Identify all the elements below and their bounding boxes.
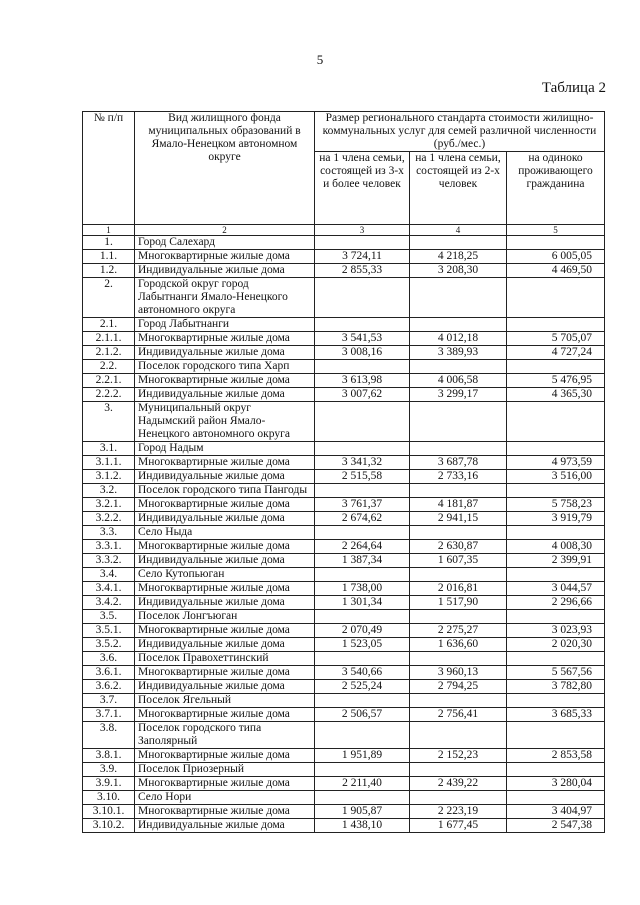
table-row (83, 596, 605, 610)
table-row (83, 722, 605, 749)
row-housing-type: Многоквартирные жилые дома (135, 777, 315, 791)
table-row (83, 278, 605, 318)
table-row (83, 763, 605, 777)
header-family-2: на 1 члена семьи, состоящей из 2-х человек (410, 152, 507, 225)
row-value-single: 5 705,07 (507, 332, 605, 346)
row-housing-type: Поселок городского типа Заполярный (135, 722, 315, 749)
row-value-single: 5 476,95 (507, 374, 605, 388)
row-value-single: 2 296,66 (507, 596, 605, 610)
row-housing-type: Индивидуальные жилые дома (135, 554, 315, 568)
row-value-single: 2 853,58 (507, 749, 605, 763)
row-value-family-3plus: 3 761,37 (315, 498, 410, 512)
row-number: 3.3. (83, 526, 135, 540)
row-value-family-3plus: 3 613,98 (315, 374, 410, 388)
row-value-single (507, 236, 605, 250)
row-value-family-3plus: 2 855,33 (315, 264, 410, 278)
row-value-family-2: 2 630,87 (410, 540, 507, 554)
table-row (83, 402, 605, 442)
row-value-family-2 (410, 526, 507, 540)
row-housing-type: Индивидуальные жилые дома (135, 596, 315, 610)
row-number: 2.2. (83, 360, 135, 374)
row-value-single (507, 442, 605, 456)
row-housing-type: Индивидуальные жилые дома (135, 680, 315, 694)
table-row (83, 540, 605, 554)
row-value-family-2 (410, 763, 507, 777)
row-value-single (507, 568, 605, 582)
row-number: 3.5.1. (83, 624, 135, 638)
row-housing-type: Село Нори (135, 791, 315, 805)
table-row (83, 484, 605, 498)
row-value-family-3plus: 3 341,32 (315, 456, 410, 470)
row-value-family-3plus (315, 694, 410, 708)
row-value-family-3plus: 1 738,00 (315, 582, 410, 596)
row-value-single: 4 365,30 (507, 388, 605, 402)
row-housing-type: Многоквартирные жилые дома (135, 456, 315, 470)
row-value-single: 4 727,24 (507, 346, 605, 360)
row-housing-type: Многоквартирные жилые дома (135, 540, 315, 554)
row-value-family-3plus (315, 610, 410, 624)
row-value-family-3plus: 2 515,58 (315, 470, 410, 484)
row-value-family-3plus: 3 008,16 (315, 346, 410, 360)
row-housing-type: Многоквартирные жилые дома (135, 582, 315, 596)
row-value-family-3plus (315, 722, 410, 749)
row-number: 3.2.2. (83, 512, 135, 526)
row-number: 3.4.2. (83, 596, 135, 610)
table-row (83, 346, 605, 360)
row-value-single: 2 020,30 (507, 638, 605, 652)
table-row (83, 264, 605, 278)
row-number: 3.9.1. (83, 777, 135, 791)
row-value-family-2 (410, 278, 507, 318)
row-value-family-3plus (315, 402, 410, 442)
row-value-single: 4 008,30 (507, 540, 605, 554)
table-row (83, 610, 605, 624)
row-value-family-2 (410, 791, 507, 805)
row-value-family-2 (410, 722, 507, 749)
row-housing-type: Индивидуальные жилые дома (135, 638, 315, 652)
table-row (83, 360, 605, 374)
table-row (83, 236, 605, 250)
row-housing-type: Поселок городского типа Харп (135, 360, 315, 374)
row-value-single: 3 280,04 (507, 777, 605, 791)
row-housing-type: Индивидуальные жилые дома (135, 388, 315, 402)
column-number: 3 (315, 225, 410, 236)
row-housing-type: Индивидуальные жилые дома (135, 470, 315, 484)
row-number: 3.3.1. (83, 540, 135, 554)
row-value-family-2 (410, 652, 507, 666)
row-value-family-3plus: 1 438,10 (315, 819, 410, 833)
row-value-single (507, 360, 605, 374)
table-row (83, 332, 605, 346)
row-number: 2. (83, 278, 135, 318)
row-number: 1.1. (83, 250, 135, 264)
row-value-single (507, 652, 605, 666)
row-number: 1.2. (83, 264, 135, 278)
table-row (83, 568, 605, 582)
row-housing-type: Село Кутопьюган (135, 568, 315, 582)
row-value-family-3plus (315, 526, 410, 540)
column-number-row (83, 225, 605, 236)
row-number: 3.10.1. (83, 805, 135, 819)
row-value-single (507, 318, 605, 332)
header-single-resident: на одиноко проживающего гражданина (507, 152, 605, 225)
row-value-family-2 (410, 442, 507, 456)
row-value-family-2: 2 439,22 (410, 777, 507, 791)
row-value-family-3plus: 1 951,89 (315, 749, 410, 763)
row-number: 3.1.1. (83, 456, 135, 470)
table-row (83, 638, 605, 652)
row-value-single (507, 484, 605, 498)
row-value-family-2: 2 733,16 (410, 470, 507, 484)
row-value-family-3plus (315, 442, 410, 456)
table-row (83, 582, 605, 596)
row-value-family-2: 2 016,81 (410, 582, 507, 596)
row-value-single (507, 722, 605, 749)
table-row (83, 456, 605, 470)
column-number: 4 (410, 225, 507, 236)
table-row (83, 791, 605, 805)
row-value-family-2: 3 389,93 (410, 346, 507, 360)
table-row (83, 442, 605, 456)
row-number: 3.3.2. (83, 554, 135, 568)
row-housing-type: Муниципальный округ Надымский район Ямало-Ненецкого автономного округа (135, 402, 315, 442)
row-value-family-3plus: 2 211,40 (315, 777, 410, 791)
row-number: 3.4.1. (83, 582, 135, 596)
row-value-family-3plus: 2 264,64 (315, 540, 410, 554)
row-value-family-2: 1 607,35 (410, 554, 507, 568)
table-row (83, 777, 605, 791)
row-number: 2.1.1. (83, 332, 135, 346)
row-housing-type: Город Салехард (135, 236, 315, 250)
row-value-family-2: 4 006,58 (410, 374, 507, 388)
table-row (83, 318, 605, 332)
row-number: 3.10.2. (83, 819, 135, 833)
row-value-family-2 (410, 568, 507, 582)
row-value-single: 3 782,80 (507, 680, 605, 694)
row-number: 3.7. (83, 694, 135, 708)
row-housing-type: Городской округ город Лабытнанги Ямало-Ненецкого автономного округа (135, 278, 315, 318)
table-row (83, 512, 605, 526)
row-value-family-2 (410, 694, 507, 708)
row-housing-type: Многоквартирные жилые дома (135, 708, 315, 722)
row-value-family-2: 4 012,18 (410, 332, 507, 346)
row-number: 1. (83, 236, 135, 250)
row-value-family-2 (410, 318, 507, 332)
row-value-family-2: 3 299,17 (410, 388, 507, 402)
row-number: 3.7.1. (83, 708, 135, 722)
housing-standard-table (82, 111, 605, 833)
table-body (83, 236, 605, 833)
row-value-single: 3 919,79 (507, 512, 605, 526)
row-housing-type: Многоквартирные жилые дома (135, 498, 315, 512)
row-value-family-3plus: 2 070,49 (315, 624, 410, 638)
row-value-family-2: 3 960,13 (410, 666, 507, 680)
row-value-family-3plus (315, 360, 410, 374)
page-number: 5 (316, 52, 324, 67)
column-number: 5 (507, 225, 605, 236)
row-number: 2.2.1. (83, 374, 135, 388)
row-housing-type: Многоквартирные жилые дома (135, 332, 315, 346)
row-value-single: 3 023,93 (507, 624, 605, 638)
row-value-family-3plus: 2 525,24 (315, 680, 410, 694)
table-row (83, 374, 605, 388)
row-number: 3.5.2. (83, 638, 135, 652)
row-housing-type: Многоквартирные жилые дома (135, 624, 315, 638)
row-value-family-2: 2 223,19 (410, 805, 507, 819)
row-value-family-2 (410, 360, 507, 374)
row-value-family-3plus (315, 278, 410, 318)
table-row (83, 819, 605, 833)
row-value-family-3plus: 3 541,53 (315, 332, 410, 346)
row-value-single: 5 567,56 (507, 666, 605, 680)
row-value-family-3plus: 2 506,57 (315, 708, 410, 722)
row-value-family-3plus: 1 905,87 (315, 805, 410, 819)
row-number: 2.1. (83, 318, 135, 332)
row-value-family-2: 2 275,27 (410, 624, 507, 638)
row-value-single: 3 685,33 (507, 708, 605, 722)
row-housing-type: Поселок Лонгъюган (135, 610, 315, 624)
row-value-family-3plus: 1 387,34 (315, 554, 410, 568)
row-housing-type: Индивидуальные жилые дома (135, 512, 315, 526)
row-value-family-3plus: 3 724,11 (315, 250, 410, 264)
row-number: 3.6. (83, 652, 135, 666)
table-row (83, 666, 605, 680)
table-row (83, 680, 605, 694)
row-number: 3.6.2. (83, 680, 135, 694)
row-housing-type: Индивидуальные жилые дома (135, 264, 315, 278)
row-value-single: 6 005,05 (507, 250, 605, 264)
row-housing-type: Индивидуальные жилые дома (135, 346, 315, 360)
row-number: 2.2.2. (83, 388, 135, 402)
row-value-family-2: 4 218,25 (410, 250, 507, 264)
row-number: 3.4. (83, 568, 135, 582)
row-number: 3.10. (83, 791, 135, 805)
row-value-family-2: 1 517,90 (410, 596, 507, 610)
table-row (83, 554, 605, 568)
header-standard-size: Размер регионального стандарта стоимости жилищно-коммунальных услуг для семей различной численности (руб./мес.) (315, 112, 605, 152)
header-housing-type: Вид жилищного фонда муниципальных образований в Ямало-Ненецком автономном округе (135, 112, 315, 225)
row-number: 3.6.1. (83, 666, 135, 680)
row-number: 3.8. (83, 722, 135, 749)
row-value-single (507, 610, 605, 624)
row-value-single (507, 694, 605, 708)
row-number: 3.1. (83, 442, 135, 456)
row-value-family-2: 2 152,23 (410, 749, 507, 763)
table-row (83, 652, 605, 666)
header-family-3plus: на 1 члена семьи, состоящей из 3-х и более человек (315, 152, 410, 225)
row-value-single (507, 791, 605, 805)
header-number: № п/п (83, 112, 135, 225)
row-number: 3.8.1. (83, 749, 135, 763)
row-value-family-2: 4 181,87 (410, 498, 507, 512)
table-row (83, 708, 605, 722)
row-number: 3.2.1. (83, 498, 135, 512)
row-value-single: 4 469,50 (507, 264, 605, 278)
row-value-family-3plus: 2 674,62 (315, 512, 410, 526)
row-housing-type: Поселок городского типа Пангоды (135, 484, 315, 498)
row-housing-type: Индивидуальные жилые дома (135, 819, 315, 833)
row-housing-type: Многоквартирные жилые дома (135, 374, 315, 388)
row-value-single: 2 547,38 (507, 819, 605, 833)
row-value-single (507, 278, 605, 318)
row-value-family-3plus (315, 791, 410, 805)
row-value-single: 3 044,57 (507, 582, 605, 596)
row-housing-type: Многоквартирные жилые дома (135, 666, 315, 680)
row-value-family-3plus: 3 007,62 (315, 388, 410, 402)
row-value-single (507, 402, 605, 442)
row-value-family-2 (410, 610, 507, 624)
row-value-single: 2 399,91 (507, 554, 605, 568)
row-value-family-3plus: 1 523,05 (315, 638, 410, 652)
column-number: 1 (83, 225, 135, 236)
row-housing-type: Многоквартирные жилые дома (135, 805, 315, 819)
table-row (83, 388, 605, 402)
row-housing-type: Поселок Ягельный (135, 694, 315, 708)
row-value-family-2: 2 941,15 (410, 512, 507, 526)
row-value-family-3plus (315, 484, 410, 498)
table-row (83, 526, 605, 540)
row-number: 3.9. (83, 763, 135, 777)
row-value-single: 4 973,59 (507, 456, 605, 470)
row-value-family-3plus (315, 236, 410, 250)
row-value-single (507, 526, 605, 540)
row-housing-type: Село Ныда (135, 526, 315, 540)
table-row (83, 805, 605, 819)
row-value-family-3plus: 3 540,66 (315, 666, 410, 680)
row-housing-type: Поселок Правохеттинский (135, 652, 315, 666)
row-value-family-2 (410, 402, 507, 442)
row-value-family-2: 1 636,60 (410, 638, 507, 652)
row-number: 3.5. (83, 610, 135, 624)
row-value-family-3plus (315, 318, 410, 332)
table-row (83, 694, 605, 708)
row-value-family-2: 3 208,30 (410, 264, 507, 278)
row-value-family-3plus (315, 652, 410, 666)
row-housing-type: Многоквартирные жилые дома (135, 250, 315, 264)
row-value-family-3plus (315, 763, 410, 777)
table-row (83, 470, 605, 484)
table-row (83, 250, 605, 264)
row-number: 3.2. (83, 484, 135, 498)
row-housing-type: Многоквартирные жилые дома (135, 749, 315, 763)
row-value-single: 3 516,00 (507, 470, 605, 484)
row-value-family-2: 1 677,45 (410, 819, 507, 833)
row-value-family-2 (410, 236, 507, 250)
row-housing-type: Город Лабытнанги (135, 318, 315, 332)
table-row (83, 624, 605, 638)
table-row (83, 498, 605, 512)
row-number: 3.1.2. (83, 470, 135, 484)
row-number: 3. (83, 402, 135, 442)
table-caption: Таблица 2 (541, 80, 606, 96)
row-value-family-3plus: 1 301,34 (315, 596, 410, 610)
row-value-single: 3 404,97 (507, 805, 605, 819)
row-housing-type: Поселок Приозерный (135, 763, 315, 777)
row-value-family-2: 2 756,41 (410, 708, 507, 722)
column-number: 2 (135, 225, 315, 236)
row-value-single: 5 758,23 (507, 498, 605, 512)
row-housing-type: Город Надым (135, 442, 315, 456)
table-row (83, 749, 605, 763)
row-value-family-2: 2 794,25 (410, 680, 507, 694)
row-value-single (507, 763, 605, 777)
row-value-family-2: 3 687,78 (410, 456, 507, 470)
row-number: 2.1.2. (83, 346, 135, 360)
row-value-family-2 (410, 484, 507, 498)
row-value-family-3plus (315, 568, 410, 582)
